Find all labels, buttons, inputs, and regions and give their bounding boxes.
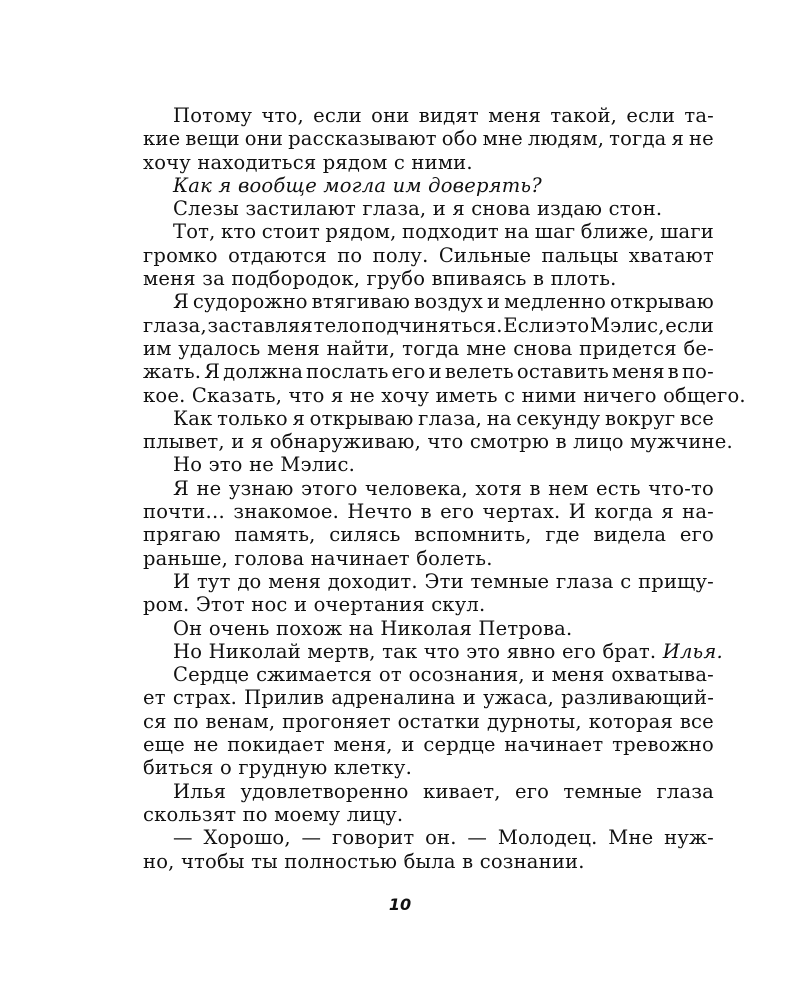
- text-line: им удалось меня найти, тогда мне снова придется бе-: [143, 336, 714, 360]
- paragraph: [143, 220, 714, 290]
- text-line: Но это не Мэлис.: [173, 453, 356, 477]
- text-line: еще не покидает меня, и сердце начинает тревожно: [143, 733, 714, 757]
- text-line: Как только я открываю глаза, на секунду вокруг все: [173, 406, 714, 430]
- text-line: прягаю память, силясь вспомнить, где видела его: [143, 523, 714, 547]
- paragraph: [143, 617, 714, 640]
- text-line: меня за подбородок, грубо впиваясь в плоть.: [143, 267, 617, 291]
- text-line: Илья удовлетворенно кивает, его темные глаза: [173, 779, 714, 803]
- text-line: Тот, кто стоит рядом, подходит на шаг ближе, шаги: [173, 220, 714, 244]
- paragraph: [143, 826, 714, 873]
- text-line: Потому что, если они видят меня такой, если та-: [173, 104, 714, 127]
- text-line: раньше, голова начинает болеть.: [143, 546, 493, 570]
- text-line: жать. Я должна послать его и велеть оставить меня в по-: [143, 360, 714, 384]
- paragraph: [143, 453, 714, 476]
- text-line: кое. Сказать, что я не хочу иметь с ними ничего общего.: [143, 383, 746, 407]
- paragraph: [143, 104, 714, 174]
- text-line: громко отдаются по полу. Сильные пальцы хватают: [143, 243, 714, 267]
- text-line: биться о грудную клетку.: [143, 756, 412, 780]
- text-line: Как я вообще могла им доверять?: [173, 173, 542, 197]
- text-line: ся по венам, прогоняет остатки дурноты, которая все: [143, 709, 714, 733]
- text-line: Он очень похож на Николая Петрова.: [173, 616, 573, 640]
- paragraph: [143, 197, 714, 220]
- text-line: Сердце сжимается от осознания, и меня охватыва-: [173, 663, 714, 687]
- paragraph: [143, 477, 714, 570]
- paragraph: [143, 406, 733, 454]
- body-text: [143, 104, 746, 873]
- text-line: скользят по моему лицу.: [143, 802, 404, 826]
- paragraph: [143, 780, 714, 827]
- text-line: хочу находиться рядом с ними.: [143, 150, 473, 174]
- text-line: И тут до меня доходит. Эти темные глаза с прищу-: [173, 569, 714, 593]
- text-line: Слезы застилают глаза, и я снова издаю стон.: [173, 197, 663, 221]
- text-line: — Хорошо, — говорит он. — Молодец. Мне нуж-: [173, 826, 714, 850]
- text-line: ром. Этот нос и очертания скул.: [143, 593, 486, 617]
- text-line: глаза, заставляя тело подчиняться. Если это Мэлис, если: [143, 313, 714, 337]
- text-line: плывет, и я обнаруживаю, что смотрю в лицо мужчине.: [143, 430, 733, 454]
- paragraph: [143, 570, 714, 617]
- text-line: кие вещи они рассказывают обо мне людям, тогда я не: [143, 127, 714, 151]
- text-line: почти… знакомое. Нечто в его чертах. И когда я на-: [143, 500, 714, 524]
- paragraph: [143, 174, 714, 197]
- text-line: Но Николай мертв, так что это явно его брат. Илья.: [173, 639, 723, 663]
- paragraph: [143, 290, 746, 407]
- text-line: Я не узнаю этого человека, хотя в нем есть что-то: [173, 476, 714, 500]
- text-line: ет страх. Прилив адреналина и ужаса, разливающий-: [143, 686, 714, 710]
- paragraph: [143, 639, 723, 663]
- text-line: Я судорожно втягиваю воздух и медленно открываю: [173, 290, 714, 314]
- text-line: но, чтобы ты полностью была в сознании.: [143, 849, 585, 873]
- page-number: 10: [388, 895, 412, 914]
- paragraph: [143, 663, 714, 779]
